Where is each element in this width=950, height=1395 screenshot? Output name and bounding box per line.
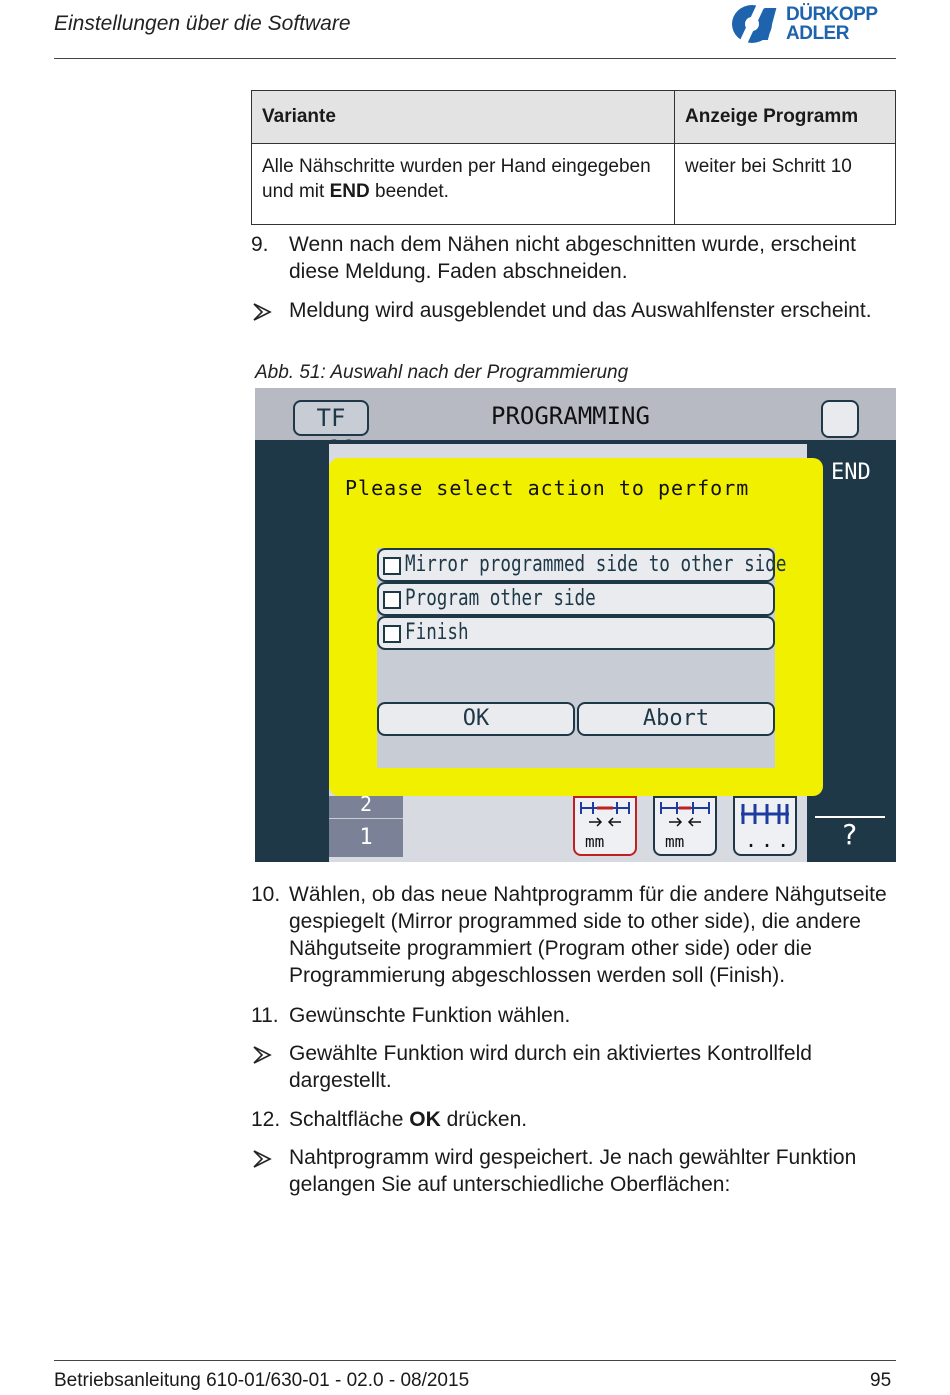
logo-mark-icon: [730, 2, 790, 46]
layer-2-button[interactable]: 2: [329, 796, 403, 818]
result-arrow-icon: [252, 1149, 272, 1169]
tf-off-button[interactable]: TF: [293, 400, 369, 436]
page-header-title: Einstellungen über die Software: [54, 12, 351, 35]
option-program-other[interactable]: [377, 582, 775, 616]
ok-button[interactable]: OK: [377, 702, 575, 736]
layer-1-button[interactable]: 1: [329, 818, 403, 857]
table-cell-anzeige: weiter bei Schritt 10: [675, 144, 896, 225]
seam-measure-icon: [579, 800, 631, 830]
footer-rule: [54, 1360, 896, 1361]
step-12-text: Schaltfläche OK drücken.: [289, 1108, 528, 1131]
option-checkbox[interactable]: [383, 625, 401, 643]
action-dialog: [329, 458, 823, 796]
step-9-text: Wenn nach dem Nähen nicht abgeschnitten wurde, erscheint diese Meldung. Faden abschneiden.: [289, 233, 856, 283]
dots-label: ...: [745, 828, 794, 852]
option-label: Mirror programmed side to other side: [405, 552, 787, 577]
result-arrow-icon: [252, 1045, 272, 1065]
table-header-anzeige: Anzeige Programm: [675, 91, 896, 144]
page-number: 95: [870, 1370, 892, 1391]
figure-caption: Abb. 51: Auswahl nach der Programmierung: [255, 362, 629, 383]
step-10-number: 10.: [251, 883, 281, 906]
logo-line-2: ADLER: [786, 23, 849, 44]
step-10-text: Wählen, ob das neue Nahtprogramm für die andere Nähgutseite gespiegelt (Mirror programmed side to other side), die andere Nähgutseite programmiert (Program other side) oder die Programmierung abgeschlossen werden soll (Finish).: [289, 883, 887, 987]
option-label: Program other side: [405, 586, 596, 611]
table-cell-variante: Alle Nähschritte wurden per Hand eingegeben und mit END beendet.: [252, 144, 675, 225]
mm-label: mm: [585, 832, 605, 851]
company-logo: [730, 2, 900, 46]
table-row: [252, 144, 896, 225]
footer-document-id: Betriebsanleitung 610-01/630-01 - 02.0 - 08/2015: [54, 1370, 470, 1391]
table-header-variante: Variante: [252, 91, 675, 144]
logo-line-1: DÜRKOPP: [786, 4, 878, 25]
seam-offset-button[interactable]: [653, 796, 717, 856]
end-button[interactable]: END: [831, 460, 871, 485]
help-button[interactable]: ?: [841, 818, 858, 851]
option-mirror[interactable]: [377, 548, 787, 582]
result-arrow-icon: [252, 302, 272, 322]
dialog-prompt: Please select action to perform: [345, 476, 750, 500]
seam-measure-icon: [659, 800, 711, 830]
result-11-text: Gewählte Funktion wird durch ein aktiviertes Kontrollfeld dargestellt.: [289, 1042, 812, 1092]
stitch-pattern-icon: [739, 802, 791, 828]
option-label: Finish: [405, 620, 469, 645]
abort-button[interactable]: Abort: [577, 702, 775, 736]
screen-corner-button[interactable]: [821, 400, 859, 438]
seam-length-button[interactable]: [573, 796, 637, 856]
header-rule: [54, 58, 896, 59]
mm-label: mm: [665, 832, 685, 851]
result-12-text: Nahtprogramm wird gespeichert. Je nach gewählter Funktion gelangen Sie auf unterschiedliche Oberflächen:: [289, 1146, 857, 1196]
step-11-number: 11.: [251, 1004, 279, 1027]
variant-table: [251, 90, 896, 225]
step-12-number: 12.: [251, 1108, 281, 1131]
step-11-text: Gewünschte Funktion wählen.: [289, 1004, 571, 1027]
stitch-pattern-button[interactable]: [733, 796, 797, 856]
result-9-text: Meldung wird ausgeblendet und das Auswahlfenster erscheint.: [289, 299, 872, 322]
step-9-number: 9.: [251, 233, 269, 256]
machine-screen-figure: [255, 388, 896, 862]
screen-title: PROGRAMMING: [491, 402, 650, 430]
option-finish[interactable]: [377, 616, 775, 650]
option-checkbox[interactable]: [383, 557, 401, 575]
option-checkbox[interactable]: [383, 591, 401, 609]
